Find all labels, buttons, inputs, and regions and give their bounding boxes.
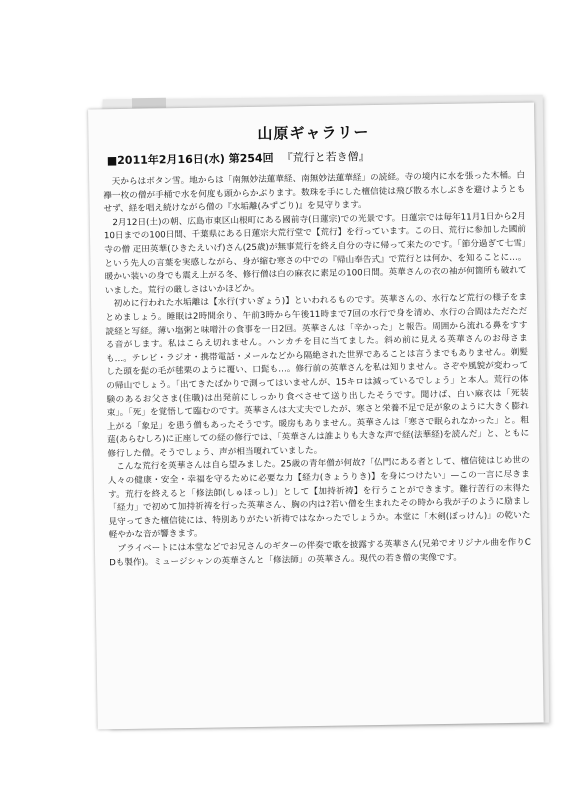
paragraph-2: 2月12日(土)の朝、広島市東区山根町にある國前寺(日蓮宗)での光景です。日蓮宗では毎年11月1日から2月10日までの100日間、千葉県にある日蓮宗大荒行堂で【荒行】を行っています。この日、荒行に参加した國前寺の僧 疋田英華(ひきたえいげ)さん(25歳)が無事荒行を終え自分の寺に帰って来たのです。「節分過ぎて七雪」という先人の言葉を実感しながら、身が縮む寒さの中での『帰山奉告式』で荒行とは何か、を知ることに…。暖かい装いの身でも震え上がる冬、修行僧は白の麻衣に素足の100日間。英華さんの衣の袖が何箇所も破れていました。荒行の厳しさはいかほどか。 (103, 211, 527, 297)
paper-tab (132, 98, 166, 109)
article-subtitle: 『荒行と若き僧』 (281, 150, 370, 165)
article-body (103, 170, 531, 571)
paragraph-5: プライベートには本堂などでお兄さんのギターの伴奏で歌を披露する英華さん(兄弟でオリジナル曲を作りCDも製作)。ミュージシャンの英華さんと「修法師」の英華さん。現代の若き僧の実像です。 (109, 537, 531, 568)
paragraph-1: 天からはボタン雪。地からは「南無妙法蓮華経、南無妙法蓮華経」の読経。寺の境内に水を張った木桶。白襷一枚の僧が手桶で水を何度も頭からかぶります。数珠を手にした檀信徒は飛び散る水しぶきを避けようともせず、経を唱え続けながら僧の『水垢離(みずごり)』を見守ります。 (103, 170, 526, 215)
paragraph-4: こんな荒行を英華さんは自ら望みました。25歳の青年僧が何故?「仏門にある者として、檀信徒はじめ世の人々の健康・安全・幸福を守るために必要な力【経力(きょうりき)】を身につけたい」—この一言に尽きます。荒行を終えると「修法師(しゅほっし)」として【加持祈祷】を行うことができます。難行苦行の末得た「経力」で初めて加持祈祷を行った英華さん、胸の内は?若い僧を生まれたその時から我が子のように励まし見守ってきた檀信徒には、特別ありがたい祈祷ではなかったでしょうか。本堂に「木剣(ぼっけん)」の乾いた軽やかな音が響きます。 (107, 456, 531, 541)
paragraph-3: 初めに行われた水垢離は【水行(すいぎょう)】といわれるものです。英華さんの、水行など荒行の様子をまとめましょう。睡眠は2時間余り、午前3時から午後11時まで7回の水行で身を清め、水行の合間はただただ読経と写経。薄い塩粥と味噌汁の食事を一日2回。英華さんは「辛かった」と報告。周囲から流れる鼻をすする音がします。私はこらえ切れません。ハンカチを目に当てました。斜め前に見える英華さんのお母さまも…。テレビ・ラジオ・携帯電話・メールなどから隔絶された世界であることは言うまでもありません。剃髪した頭を髭の毛が毬栗のように覆い、口髭も…。修行前の英華さんを私は知りません。さぞや風貌が変わっての帰山でしょう。「出てきたばかりで測ってはいませんが、15キロは減っているでしょう」と本人。荒行の体験のあるお父さま(住職)は出発前にしっかり食べさせて送り出したそうです。聞けば、白い麻衣は「死装束」。「死」を覚悟して臨むのです。英華さんは大丈夫でしたが、寒さと栄養不足で足が象のように大きく膨れ上がる「象足」を患う僧もあったそうです。暖房もありません。英華さんは「寒さで眠られなかった」と。粗莚(あらむしろ)に正座しての経の修行では、「英華さんは誰よりも大きな声で経(法華経)を読んだ」と、ともに修行した僧。そうでしょう、声が相当嗄れていました。 (105, 292, 530, 460)
issue-date: ■2011年2月16日(水) 第254回 (106, 151, 274, 168)
column-title: 山原ギャラリー (257, 123, 370, 143)
newspaper-clipping (88, 102, 544, 729)
date-line (107, 146, 525, 169)
